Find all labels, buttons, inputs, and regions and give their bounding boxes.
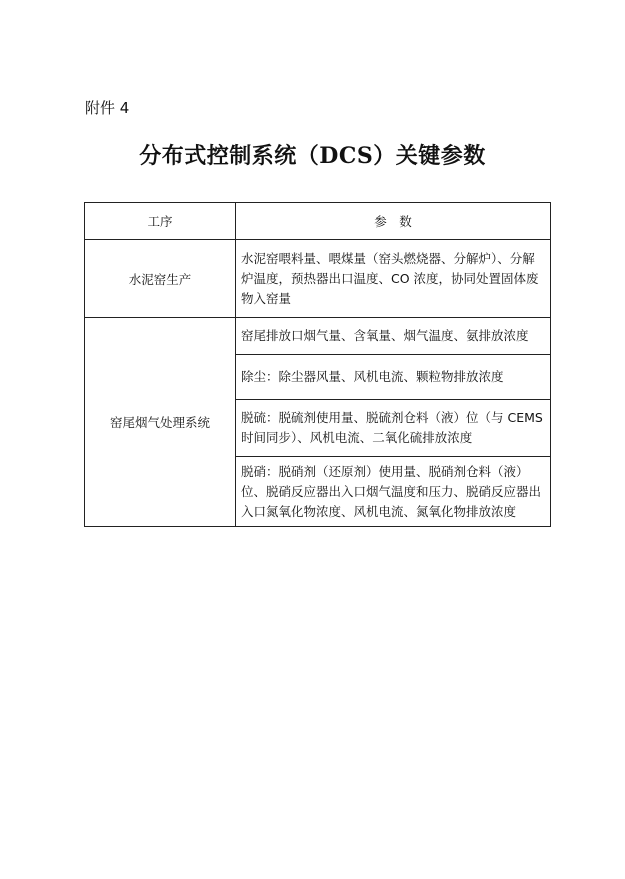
params-cell-kiln-production: 水泥窑喂料量、喂煤量（窑头燃烧器、分解炉）、分解炉温度，预热器出口温度、CO 浓度，协同处置固体废物入窑量: [236, 240, 551, 318]
table-row: [85, 240, 551, 318]
dcs-parameters-table: [84, 202, 551, 527]
params-cell-dust-removal: 除尘：除尘器风量、风机电流、颗粒物排放浓度: [236, 355, 551, 400]
params-cell-denitrification: 脱硝：脱硝剂（还原剂）使用量、脱硝剂仓料（液）位、脱硝反应器出入口烟气温度和压力、脱硝反应器出入口氮氧化物浓度、风机电流、氮氧化物排放浓度: [236, 457, 551, 527]
params-cell-desulfurization: 脱硫：脱硫剂使用量、脱硫剂仓料（液）位（与 CEMS 时间同步）、风机电流、二氧化硫排放浓度: [236, 400, 551, 457]
header-params: 参 数: [236, 203, 551, 240]
header-process: 工序: [85, 203, 236, 240]
process-cell-kiln-production: 水泥窑生产: [85, 240, 236, 318]
process-cell-flue-gas-treatment: 窑尾烟气处理系统: [85, 318, 236, 527]
attachment-label: 附件 4: [85, 99, 130, 117]
document-title: 分布式控制系统（DCS）关键参数: [139, 143, 486, 169]
table-row: [85, 318, 551, 355]
table-header-row: [85, 203, 551, 240]
params-cell-kiln-tail-outlet: 窑尾排放口烟气量、含氧量、烟气温度、氨排放浓度: [236, 318, 551, 355]
